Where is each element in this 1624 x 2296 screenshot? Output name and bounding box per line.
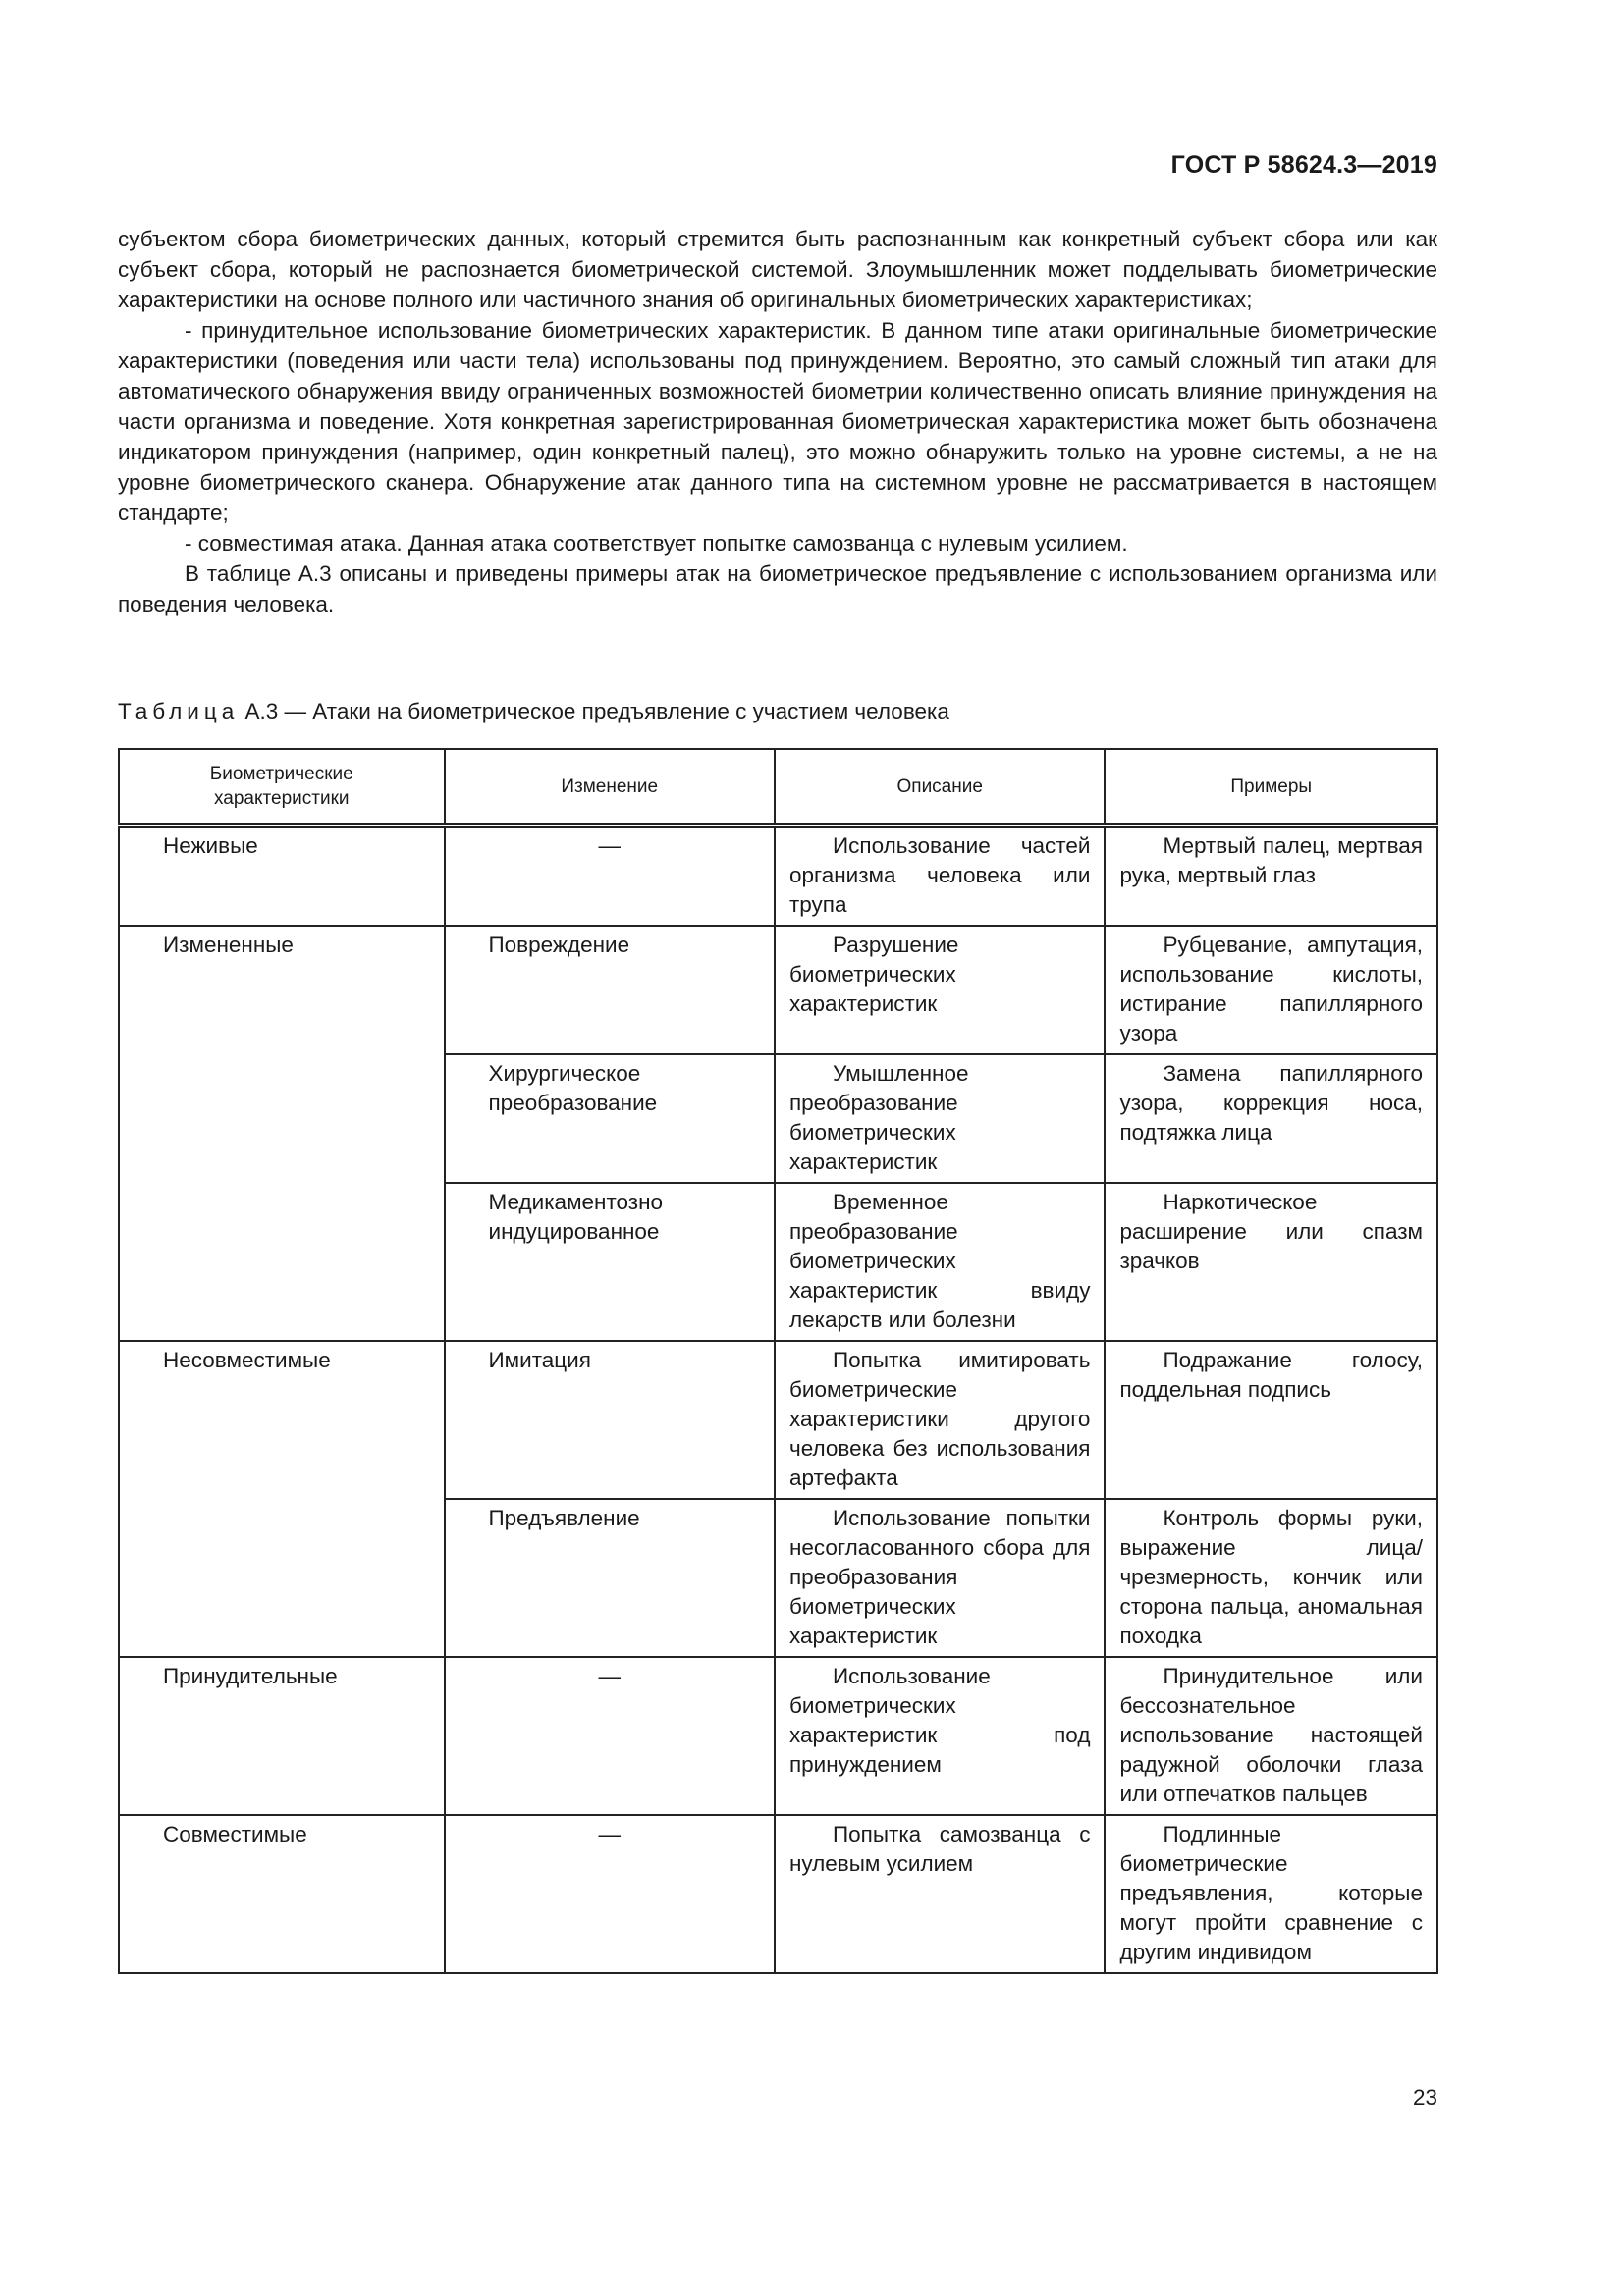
attacks-table [118,748,1438,1974]
cell-examples: Замена папиллярного узора, коррекция носа, подтяжка лица [1105,1054,1437,1183]
cell-examples: Наркотическое расширение или спазм зрачков [1105,1183,1437,1341]
cell-description: Использование попытки несогласованного сбора для преобразования биометрических характеристик [775,1499,1105,1657]
document-code: ГОСТ Р 58624.3—2019 [1170,151,1437,179]
body-text [118,224,1437,619]
cell-category: Совместимые [119,1815,445,1973]
cell-category: Измененные [119,926,445,1341]
header-examples: Примеры [1105,749,1437,826]
cell-change: Предъявление [445,1499,775,1657]
cell-description: Попытка самозванца с нулевым усилием [775,1815,1105,1973]
cell-description: Использование биометрических характеристик под принуждением [775,1657,1105,1815]
cell-examples: Принудительное или бессознательное использование настоящей радужной оболочки глаза или отпечатков пальцев [1105,1657,1437,1815]
cell-examples: Рубцевание, ампутация, использование кислоты, истирание папиллярного узора [1105,926,1437,1054]
cell-examples: Контроль формы руки, выражение лица/чрезмерность, кончик или сторона пальца, аномальная походка [1105,1499,1437,1657]
cell-change: — [445,1815,775,1973]
cell-description: Временное преобразование биометрических характеристик ввиду лекарств или болезни [775,1183,1105,1341]
header-characteristics: Биометрические характеристики [119,749,445,826]
table-body [119,826,1437,1974]
header-change: Изменение [445,749,775,826]
cell-change: — [445,826,775,927]
cell-change: Медикаментозно индуцированное [445,1183,775,1341]
header-description: Описание [775,749,1105,826]
table-row [119,1815,1437,1973]
paragraph: В таблице А.3 описаны и приведены примеры атак на биометрическое предъявление с использованием организма или поведения человека. [118,561,1437,616]
table-caption-label: Таблица [118,699,240,723]
cell-description: Разрушение биометрических характеристик [775,926,1105,1054]
cell-change: Хирургическое преобразование [445,1054,775,1183]
table-row [119,1341,1437,1499]
cell-description: Использование частей организма человека или трупа [775,826,1105,927]
table-caption-text: А.3 — Атаки на биометрическое предъявление с участием человека [244,699,949,723]
cell-change: Повреждение [445,926,775,1054]
page-number: 23 [1412,2085,1437,2109]
cell-category: Неживые [119,826,445,927]
table-row [119,1657,1437,1815]
cell-description: Умышленное преобразование биометрических характеристик [775,1054,1105,1183]
cell-examples: Мертвый палец, мертвая рука, мертвый глаз [1105,826,1437,927]
cell-examples: Подражание голосу, поддельная подпись [1105,1341,1437,1499]
cell-category: Принудительные [119,1657,445,1815]
cell-description: Попытка имитировать биометрические характеристики другого человека без использования артефакта [775,1341,1105,1499]
cell-examples: Подлинные биометрические предъявления, которые могут пройти сравнение с другим индивидом [1105,1815,1437,1973]
cell-category: Несовместимые [119,1341,445,1657]
cell-change: Имитация [445,1341,775,1499]
table-row [119,926,1437,1054]
table-row [119,826,1437,927]
table-header-row [119,749,1437,826]
paragraph: - совместимая атака. Данная атака соответствует попытке самозванца с нулевым усилием. [185,531,1128,556]
paragraph: субъектом сбора биометрических данных, который стремится быть распознанным как конкретный субъект сбора или как субъект сбора, который не распознается биометрической системой. Злоумышленник может подделывать биометрические характеристики на основе полного или частичного знания об оригинальных биометрических характеристиках; [118,227,1437,312]
cell-change: — [445,1657,775,1815]
table-caption [118,699,949,724]
paragraph: - принудительное использование биометрических характеристик. В данном типе атаки оригинальные биометрические характеристики (поведения или части тела) использованы под принуждением. Вероятно, это самый сложный тип атаки для автоматического обнаружения ввиду ограниченных возможностей биометрии количественно описать влияние принуждения на части организма и поведение. Хотя конкретная зарегистрированная биометрическая характеристика может быть обозначена индикатором принуждения (например, один конкретный палец), это можно обнаружить только на уровне системы, а не на уровне биометрического сканера. Обнаружение атак данного типа на системном уровне не рассматривается в настоящем стандарте; [118,318,1437,525]
